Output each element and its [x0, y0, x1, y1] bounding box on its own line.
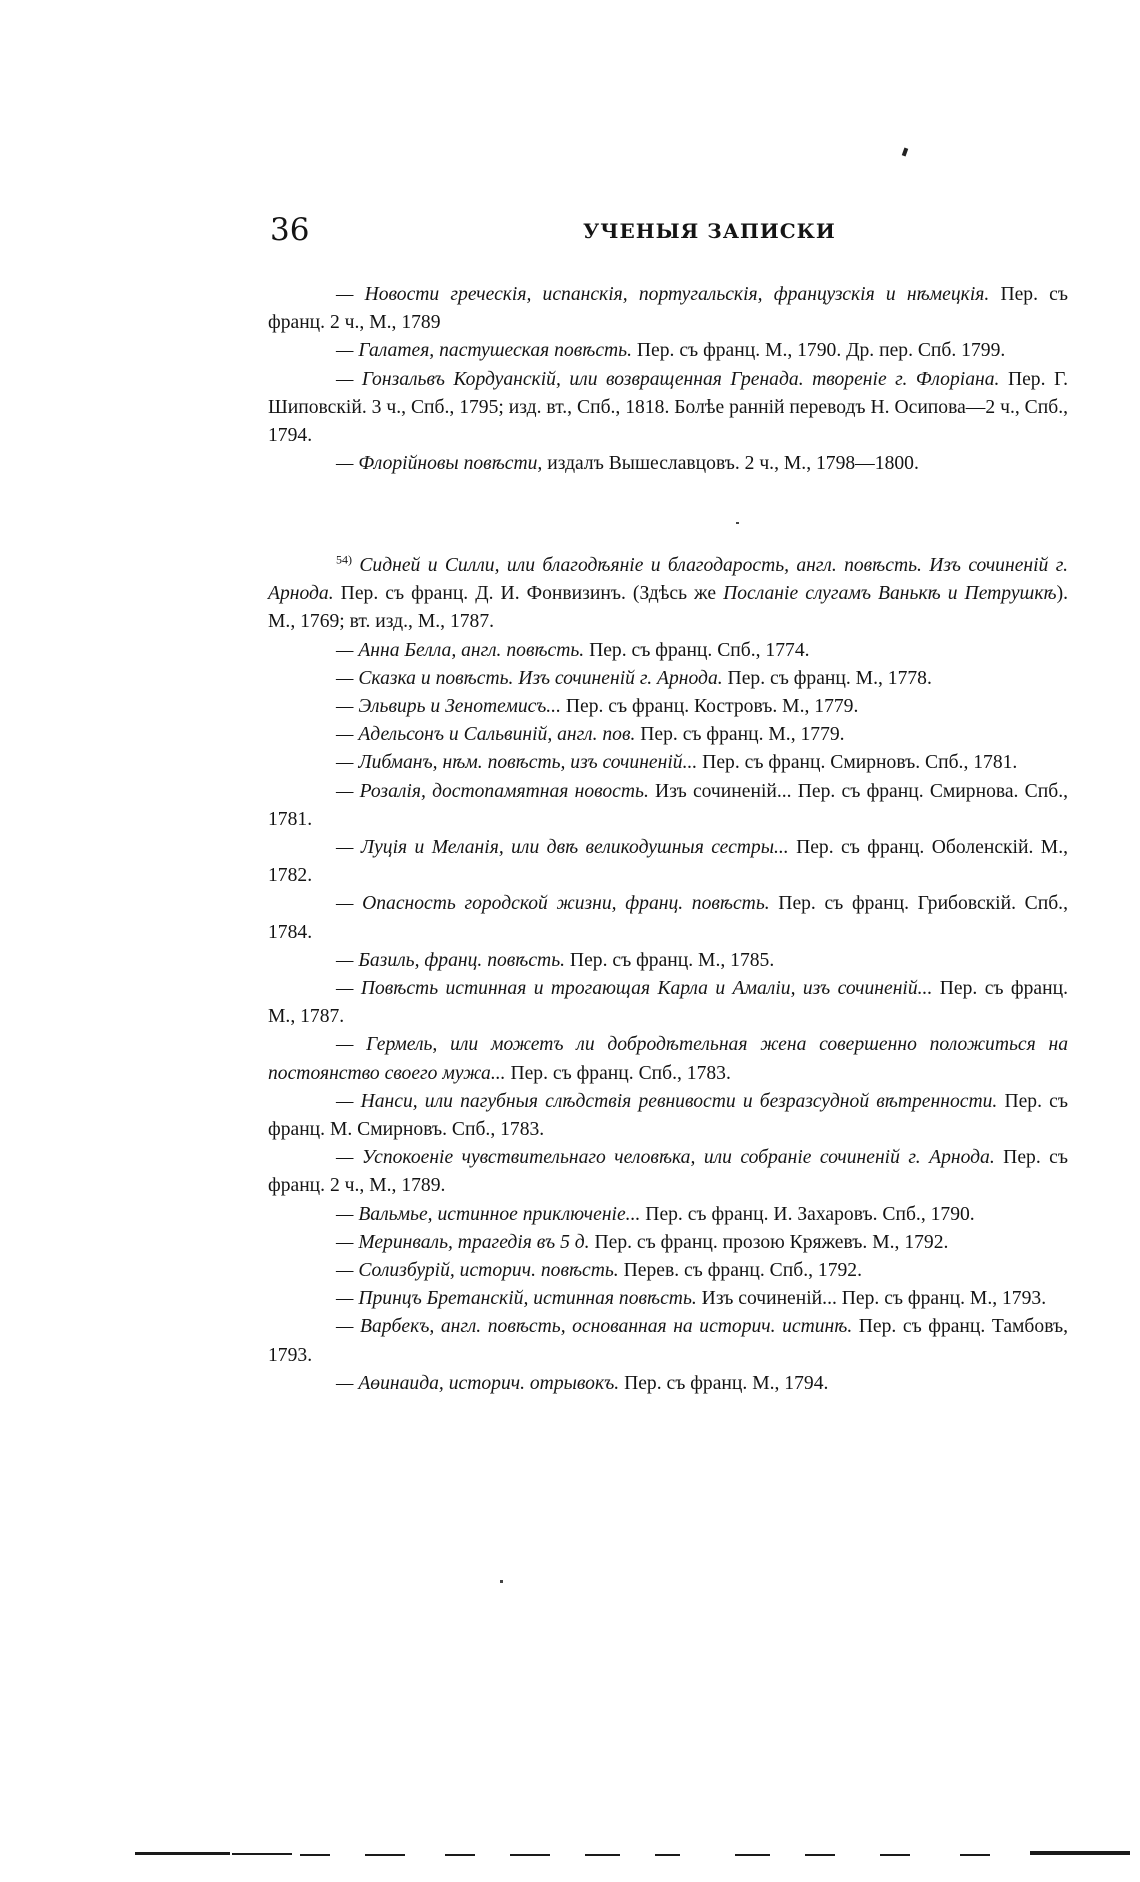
entry-title: — Меринваль, трагедія въ 5 д.: [336, 1231, 590, 1253]
scan-speck: [500, 1580, 503, 1583]
entry-title: — Успокоеніе чувствительнаго человѣка, или собраніе сочиненій г. Арнода.: [336, 1147, 995, 1169]
entry: [268, 721, 1068, 749]
scan-rule: [365, 1854, 405, 1856]
footnote-entry: [268, 552, 1068, 637]
scan-rule: [1030, 1851, 1130, 1855]
entry: [268, 1285, 1068, 1313]
entry-title: — Луція и Меланія, или двѣ великодушныя сестры...: [336, 837, 789, 859]
scan-rule: [735, 1854, 770, 1856]
entry-details: ). М., 1769; вт. изд., М., 1787.: [268, 583, 1068, 633]
entry-title: — Сказка и повѣсть. Изъ сочиненій г. Арнода.: [336, 667, 723, 689]
entry: [268, 1257, 1068, 1285]
entry-details: Пер. съ франц. Грибовскій. Спб., 1784.: [268, 893, 1068, 943]
entry: [268, 947, 1068, 975]
entry-title: — Адельсонъ и Сальвиній, англ. пов.: [336, 724, 636, 746]
entry-title: — Либманъ, нѣм. повѣсть, изъ сочиненій...: [336, 752, 698, 774]
entry: [268, 1313, 1068, 1369]
entry-title: — Новости греческія, испанскія, португальскія, французскія и нѣмецкія.: [336, 284, 990, 305]
entry-details: Пер. съ франц. М., 1779.: [635, 724, 845, 746]
entry-title: — Базиль, франц. повѣсть.: [336, 949, 566, 971]
entry: [268, 337, 1068, 365]
scan-rule: [585, 1854, 620, 1856]
scan-rule: [960, 1854, 990, 1856]
entries-block-1: [268, 281, 1068, 478]
entry-details: издалъ Вышеславцовъ. 2 ч., М., 1798—1800.: [542, 453, 919, 475]
entry-title: — Розалія, достопамятная новость.: [336, 780, 649, 802]
entry-title: — Анна Белла, англ. повѣсть.: [336, 639, 585, 661]
entry-title: — Флорійновы повѣсти,: [336, 453, 543, 475]
entry-title: — Аөинаида, историч. отрывокъ.: [336, 1372, 620, 1394]
page-number: 36: [270, 212, 310, 248]
entry: [268, 450, 1068, 478]
entry-details: Пер. съ франц. 2 ч., М., 1789: [268, 284, 1068, 334]
entry: [268, 637, 1068, 665]
entry-details: Пер. съ франц. М., 1778.: [722, 667, 932, 689]
running-title: УЧЕНЫЯ ЗАПИСКИ: [583, 219, 836, 243]
entry-details: Пер. съ франц. Спб., 1774.: [584, 639, 810, 661]
entry-details: Изъ сочиненій... Пер. съ франц. Смирнова. Спб., 1781.: [268, 780, 1068, 830]
entry-details: Пер. съ франц. Костровъ. М., 1779.: [560, 696, 859, 718]
entry: [268, 834, 1068, 890]
entry: [268, 975, 1068, 1031]
entry: [268, 665, 1068, 693]
entry: [268, 1144, 1068, 1200]
entry-title: — Эльвирь и Зенотемисъ...: [336, 696, 561, 718]
page-header: [270, 212, 1070, 252]
entry: [268, 1088, 1068, 1144]
entry-details: Пер. съ франц. 2 ч., М., 1789.: [268, 1147, 1068, 1197]
entry-details: Пер. съ франц. М., 1785.: [565, 949, 775, 971]
scan-speck: [736, 522, 739, 524]
entry-title: Сидней и Силли, или благодѣяніе и благодарость, англ. повѣсть. Изъ сочиненій г. Арнода.: [268, 555, 1068, 605]
scan-speck: [902, 148, 908, 157]
entry-details: Пер. съ франц. М. Смирновъ. Спб., 1783.: [268, 1090, 1068, 1141]
entry-title: — Вальмье, истинное приключеніе...: [336, 1203, 641, 1225]
entry-details: Пер. съ франц. М., 1794.: [619, 1372, 829, 1394]
entry-title: — Гермель, или можетъ ли добродѣтельная жена совершенно положиться на постоянство своего мужа...: [268, 1034, 1068, 1084]
scan-rule: [880, 1854, 910, 1856]
entry-details: Пер. съ франц. М., 1790. Др. пер. Спб. 1799.: [632, 340, 1006, 362]
entry-details: Пер. съ франц. Смирновъ. Спб., 1781.: [697, 752, 1018, 774]
scan-rule: [445, 1854, 475, 1856]
entry-title: — Гонзальвъ Кордуанскій, или возвращенная Гренада. твореніе г. Флоріана.: [336, 368, 1000, 390]
scan-rule: [135, 1852, 230, 1855]
entry-details: Пер. съ франц. Спб., 1783.: [505, 1062, 731, 1084]
entry-title: — Принцъ Бретанскій, истинная повѣсть.: [336, 1288, 697, 1310]
entry-title: — Варбекъ, англ. повѣсть, основанная на историч. истинѣ.: [336, 1316, 853, 1338]
entry-details: Изъ сочиненій... Пер. съ франц. М., 1793.: [696, 1288, 1047, 1310]
entry: [268, 366, 1068, 451]
entry-title: — Повѣсть истинная и трогающая Карла и Амаліи, изъ сочиненій...: [336, 978, 933, 1000]
entry: [268, 1201, 1068, 1229]
footnote-marker: 54): [336, 552, 352, 567]
entry-title: — Нанси, или пагубныя слѣдствія ревнивости и безразсудной вѣтренности.: [336, 1090, 998, 1112]
scan-rule: [232, 1853, 292, 1855]
scan-rule: [300, 1854, 330, 1856]
entry-title: Посланіе слугамъ Ванькѣ и Петрушкѣ: [723, 583, 1057, 605]
entry: [268, 890, 1068, 946]
entries-block-2: [268, 552, 1068, 1398]
entry-details: Пер. съ франц. Оболенскій. М., 1782.: [268, 837, 1068, 887]
scan-rule: [510, 1854, 550, 1856]
entry-title: — Галатея, пастушеская повѣсть.: [336, 340, 632, 362]
entry-title: — Солизбурій, историч. повѣсть.: [336, 1260, 619, 1282]
entry-title: — Опасность городской жизни, франц. повѣсть.: [336, 893, 770, 915]
entry-details: Пер. съ франц. И. Захаровъ. Спб., 1790.: [640, 1203, 975, 1225]
entry-details: Пер. съ франц. Тамбовъ, 1793.: [268, 1316, 1068, 1366]
entry: [268, 778, 1068, 834]
entry-details: Пер. съ франц. прозою Кряжевъ. М., 1792.: [589, 1231, 949, 1253]
entry-details: Пер. Г. Шиповскій. 3 ч., Спб., 1795; изд. вт., Спб., 1818. Болѣе ранній переводъ Н. Осипова—2 ч., Спб., 1794.: [268, 368, 1069, 447]
scan-rule: [805, 1854, 835, 1856]
entry: [268, 1031, 1068, 1087]
entry-details: Перев. съ франц. Спб., 1792.: [618, 1260, 862, 1282]
entry-details: Пер. съ франц. Д. И. Фонвизинъ. (Здѣсь же: [333, 583, 724, 605]
entry: [268, 1370, 1068, 1398]
scan-rule: [655, 1854, 680, 1856]
entry: [268, 1229, 1068, 1257]
entry: [268, 693, 1068, 721]
entry-details: Пер. съ франц. М., 1787.: [268, 978, 1068, 1028]
entry: [268, 749, 1068, 777]
entry: [268, 281, 1068, 337]
